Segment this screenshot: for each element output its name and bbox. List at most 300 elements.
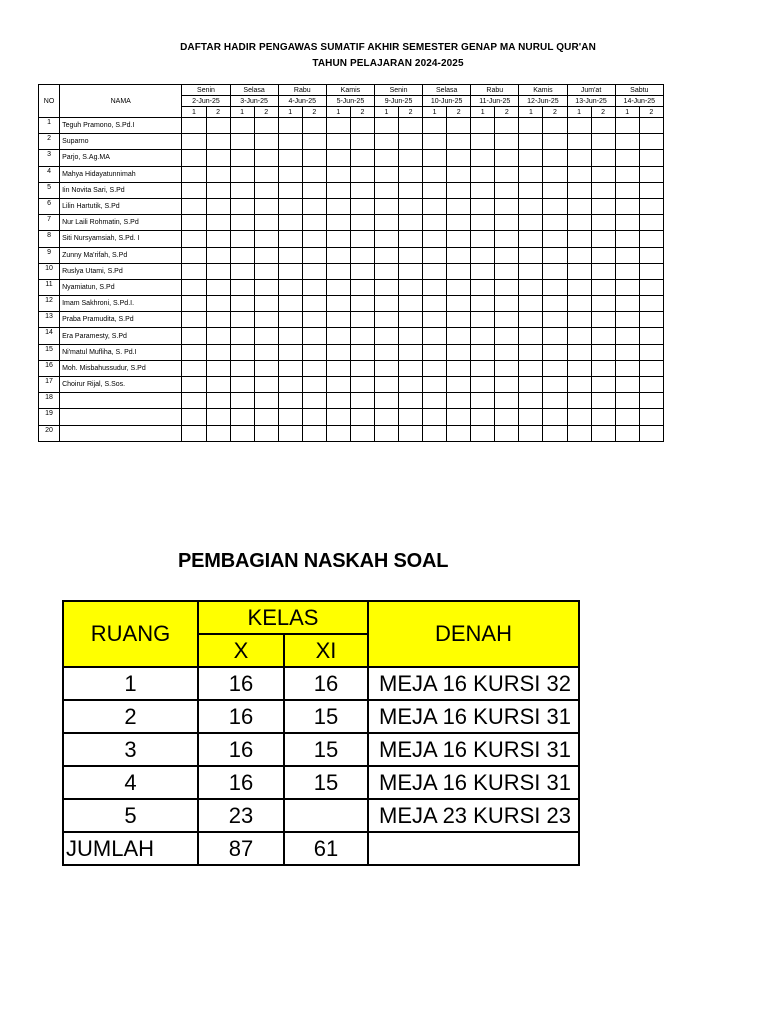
signature-cell xyxy=(206,393,230,409)
signature-cell xyxy=(230,279,254,295)
signature-cell xyxy=(615,328,639,344)
signature-cell xyxy=(326,409,350,425)
signature-cell xyxy=(254,182,278,198)
row-name: Parjo, S.Ag.MA xyxy=(60,150,182,166)
signature-cell xyxy=(230,182,254,198)
signature-cell xyxy=(615,296,639,312)
signature-cell xyxy=(495,409,519,425)
signature-cell xyxy=(519,344,543,360)
signature-cell xyxy=(350,360,374,376)
signature-cell xyxy=(399,182,423,198)
signature-cell xyxy=(206,198,230,214)
signature-cell xyxy=(326,118,350,134)
header-session: 2 xyxy=(206,107,230,118)
row-number: 1 xyxy=(39,118,60,134)
signature-cell xyxy=(471,409,495,425)
signature-cell xyxy=(254,344,278,360)
signature-cell xyxy=(182,182,206,198)
signature-cell xyxy=(447,377,471,393)
header-session: 2 xyxy=(591,107,615,118)
signature-cell xyxy=(471,263,495,279)
signature-cell xyxy=(254,296,278,312)
signature-cell xyxy=(639,312,663,328)
signature-cell xyxy=(543,409,567,425)
signature-cell xyxy=(447,231,471,247)
signature-cell xyxy=(519,393,543,409)
table-row xyxy=(39,198,664,214)
signature-cell xyxy=(519,231,543,247)
signature-cell xyxy=(278,150,302,166)
signature-cell xyxy=(326,231,350,247)
signature-cell xyxy=(495,198,519,214)
signature-cell xyxy=(447,118,471,134)
signature-cell xyxy=(278,182,302,198)
signature-cell xyxy=(254,279,278,295)
signature-cell xyxy=(495,231,519,247)
signature-cell xyxy=(615,182,639,198)
header-day: Sabtu xyxy=(615,85,663,96)
signature-cell xyxy=(615,393,639,409)
signature-cell xyxy=(543,134,567,150)
signature-cell xyxy=(182,231,206,247)
signature-cell xyxy=(399,377,423,393)
signature-cell xyxy=(302,344,326,360)
signature-cell xyxy=(519,263,543,279)
signature-cell xyxy=(278,312,302,328)
signature-cell xyxy=(495,328,519,344)
signature-cell xyxy=(447,215,471,231)
signature-cell xyxy=(591,279,615,295)
row-name xyxy=(60,409,182,425)
table-row xyxy=(39,134,664,150)
signature-cell xyxy=(567,360,591,376)
signature-cell xyxy=(182,198,206,214)
signature-cell xyxy=(591,312,615,328)
signature-cell xyxy=(591,393,615,409)
header-day: Senin xyxy=(374,85,422,96)
row-name: Nyamiatun, S.Pd xyxy=(60,279,182,295)
signature-cell xyxy=(326,279,350,295)
signature-cell xyxy=(567,279,591,295)
row-number: 18 xyxy=(39,393,60,409)
table-row xyxy=(39,263,664,279)
signature-cell xyxy=(543,247,567,263)
signature-cell xyxy=(615,215,639,231)
signature-cell xyxy=(278,198,302,214)
signature-cell xyxy=(206,344,230,360)
signature-cell xyxy=(399,215,423,231)
signature-cell xyxy=(206,231,230,247)
header-day: Senin xyxy=(182,85,230,96)
header-session: 1 xyxy=(567,107,591,118)
signature-cell xyxy=(206,182,230,198)
signature-cell xyxy=(230,328,254,344)
signature-cell xyxy=(302,166,326,182)
signature-cell xyxy=(230,312,254,328)
table-row xyxy=(63,700,579,733)
signature-cell xyxy=(230,247,254,263)
signature-cell xyxy=(543,425,567,441)
signature-cell xyxy=(543,166,567,182)
row-number: 16 xyxy=(39,360,60,376)
signature-cell xyxy=(302,247,326,263)
signature-cell xyxy=(278,344,302,360)
signature-cell xyxy=(567,263,591,279)
signature-cell xyxy=(326,182,350,198)
table-row xyxy=(39,296,664,312)
header-date: 13-Jun-25 xyxy=(567,96,615,107)
signature-cell xyxy=(567,134,591,150)
signature-cell xyxy=(543,118,567,134)
signature-cell xyxy=(615,150,639,166)
table-row xyxy=(39,215,664,231)
signature-cell xyxy=(326,198,350,214)
signature-cell xyxy=(230,344,254,360)
signature-cell xyxy=(447,312,471,328)
signature-cell xyxy=(519,296,543,312)
signature-cell xyxy=(302,425,326,441)
table-row xyxy=(39,344,664,360)
signature-cell xyxy=(423,279,447,295)
signature-cell xyxy=(374,377,398,393)
signature-cell xyxy=(326,247,350,263)
total-x-cell: 87 xyxy=(198,832,284,865)
attendance-table-body xyxy=(39,118,664,442)
signature-cell xyxy=(519,409,543,425)
signature-cell xyxy=(567,296,591,312)
signature-cell xyxy=(423,409,447,425)
header-day: Rabu xyxy=(278,85,326,96)
header-session: 1 xyxy=(326,107,350,118)
row-number: 11 xyxy=(39,279,60,295)
signature-cell xyxy=(182,377,206,393)
table-row xyxy=(39,409,664,425)
signature-cell xyxy=(278,118,302,134)
row-number: 6 xyxy=(39,198,60,214)
row-number: 10 xyxy=(39,263,60,279)
signature-cell xyxy=(447,247,471,263)
signature-cell xyxy=(615,263,639,279)
signature-cell xyxy=(471,393,495,409)
signature-cell xyxy=(423,360,447,376)
signature-cell xyxy=(543,279,567,295)
signature-cell xyxy=(230,263,254,279)
signature-cell xyxy=(399,409,423,425)
signature-cell xyxy=(519,360,543,376)
header-date: 9-Jun-25 xyxy=(374,96,422,107)
signature-cell xyxy=(350,279,374,295)
signature-cell xyxy=(591,328,615,344)
signature-cell xyxy=(278,377,302,393)
row-name: Imam Sakhroni, S.Pd.I. xyxy=(60,296,182,312)
header-day: Selasa xyxy=(423,85,471,96)
kelas-xi-cell: 15 xyxy=(284,766,368,799)
signature-cell xyxy=(639,166,663,182)
signature-cell xyxy=(350,409,374,425)
header-session: 2 xyxy=(350,107,374,118)
header-session: 2 xyxy=(495,107,519,118)
signature-cell xyxy=(182,134,206,150)
signature-cell xyxy=(399,344,423,360)
signature-cell xyxy=(278,215,302,231)
signature-cell xyxy=(326,312,350,328)
signature-cell xyxy=(182,328,206,344)
header-day: Kamis xyxy=(326,85,374,96)
signature-cell xyxy=(543,296,567,312)
signature-cell xyxy=(615,118,639,134)
signature-cell xyxy=(519,198,543,214)
header-session: 1 xyxy=(230,107,254,118)
signature-cell xyxy=(615,247,639,263)
signature-cell xyxy=(639,296,663,312)
signature-cell xyxy=(447,166,471,182)
signature-cell xyxy=(254,231,278,247)
signature-cell xyxy=(374,328,398,344)
signature-cell xyxy=(230,425,254,441)
signature-cell xyxy=(350,247,374,263)
signature-cell xyxy=(326,166,350,182)
signature-cell xyxy=(639,134,663,150)
signature-cell xyxy=(254,118,278,134)
signature-cell xyxy=(374,182,398,198)
total-xi-cell: 61 xyxy=(284,832,368,865)
signature-cell xyxy=(519,312,543,328)
signature-cell xyxy=(182,215,206,231)
signature-cell xyxy=(278,134,302,150)
signature-cell xyxy=(206,360,230,376)
signature-cell xyxy=(399,279,423,295)
signature-cell xyxy=(495,263,519,279)
header-day: Kamis xyxy=(519,85,567,96)
kelas-x-cell: 16 xyxy=(198,766,284,799)
table-row xyxy=(39,279,664,295)
header-session: 1 xyxy=(374,107,398,118)
signature-cell xyxy=(326,344,350,360)
table-row xyxy=(39,166,664,182)
signature-cell xyxy=(350,328,374,344)
signature-cell xyxy=(374,393,398,409)
signature-cell xyxy=(278,328,302,344)
header-kelas: KELAS xyxy=(198,601,368,634)
signature-cell xyxy=(519,328,543,344)
signature-cell xyxy=(350,425,374,441)
signature-cell xyxy=(399,231,423,247)
signature-cell xyxy=(519,377,543,393)
row-name: Moh. Misbahussudur, S.Pd xyxy=(60,360,182,376)
signature-cell xyxy=(350,198,374,214)
row-name: Era Paramesty, S.Pd xyxy=(60,328,182,344)
signature-cell xyxy=(447,344,471,360)
table-row xyxy=(39,360,664,376)
kelas-x-cell: 16 xyxy=(198,700,284,733)
ruang-cell: 2 xyxy=(63,700,198,733)
signature-cell xyxy=(471,118,495,134)
signature-cell xyxy=(350,377,374,393)
signature-cell xyxy=(399,425,423,441)
signature-cell xyxy=(278,393,302,409)
signature-cell xyxy=(567,393,591,409)
signature-cell xyxy=(495,182,519,198)
signature-cell xyxy=(591,425,615,441)
row-number: 13 xyxy=(39,312,60,328)
row-number: 4 xyxy=(39,166,60,182)
signature-cell xyxy=(302,263,326,279)
header-session: 2 xyxy=(543,107,567,118)
total-denah-cell xyxy=(368,832,579,865)
signature-cell xyxy=(567,312,591,328)
signature-cell xyxy=(495,118,519,134)
signature-cell xyxy=(182,360,206,376)
row-number: 9 xyxy=(39,247,60,263)
signature-cell xyxy=(639,409,663,425)
signature-cell xyxy=(206,425,230,441)
signature-cell xyxy=(567,150,591,166)
signature-cell xyxy=(519,150,543,166)
signature-cell xyxy=(206,409,230,425)
signature-cell xyxy=(591,150,615,166)
signature-cell xyxy=(399,263,423,279)
signature-cell xyxy=(350,393,374,409)
signature-cell xyxy=(471,166,495,182)
row-number: 2 xyxy=(39,134,60,150)
signature-cell xyxy=(302,328,326,344)
attendance-subtitle: TAHUN PELAJARAN 2024-2025 xyxy=(312,58,464,69)
signature-cell xyxy=(519,118,543,134)
signature-cell xyxy=(543,344,567,360)
signature-cell xyxy=(350,312,374,328)
signature-cell xyxy=(471,150,495,166)
table-row xyxy=(39,231,664,247)
signature-cell xyxy=(447,296,471,312)
row-name: Nur Laili Rohmatin, S.Pd xyxy=(60,215,182,231)
signature-cell xyxy=(543,198,567,214)
signature-cell xyxy=(374,150,398,166)
header-session: 2 xyxy=(639,107,663,118)
signature-cell xyxy=(423,134,447,150)
header-date: 4-Jun-25 xyxy=(278,96,326,107)
signature-cell xyxy=(423,247,447,263)
signature-cell xyxy=(399,118,423,134)
table-row xyxy=(63,733,579,766)
signature-cell xyxy=(447,360,471,376)
signature-cell xyxy=(639,263,663,279)
row-name: Ruslya Utami, S.Pd xyxy=(60,263,182,279)
signature-cell xyxy=(302,279,326,295)
header-date: 14-Jun-25 xyxy=(615,96,663,107)
signature-cell xyxy=(206,328,230,344)
row-name: Lilin Hartutik, S.Pd xyxy=(60,198,182,214)
signature-cell xyxy=(423,182,447,198)
signature-cell xyxy=(374,360,398,376)
signature-cell xyxy=(350,231,374,247)
signature-cell xyxy=(471,328,495,344)
signature-cell xyxy=(447,263,471,279)
signature-cell xyxy=(399,134,423,150)
header-day: Jum'at xyxy=(567,85,615,96)
signature-cell xyxy=(639,118,663,134)
table-row xyxy=(39,150,664,166)
signature-cell xyxy=(567,425,591,441)
signature-cell xyxy=(326,263,350,279)
attendance-title: DAFTAR HADIR PENGAWAS SUMATIF AKHIR SEMESTER GENAP MA NURUL QUR'AN xyxy=(180,42,596,53)
signature-cell xyxy=(374,344,398,360)
denah-cell: MEJA 16 KURSI 31 xyxy=(368,733,579,766)
signature-cell xyxy=(302,134,326,150)
signature-cell xyxy=(447,182,471,198)
signature-cell xyxy=(495,134,519,150)
signature-cell xyxy=(399,312,423,328)
signature-cell xyxy=(350,166,374,182)
header-denah: DENAH xyxy=(368,601,579,667)
signature-cell xyxy=(615,312,639,328)
signature-cell xyxy=(495,215,519,231)
table-row xyxy=(39,247,664,263)
signature-cell xyxy=(639,150,663,166)
header-day: Selasa xyxy=(230,85,278,96)
denah-cell: MEJA 16 KURSI 32 xyxy=(368,667,579,700)
signature-cell xyxy=(423,198,447,214)
signature-cell xyxy=(374,409,398,425)
header-nama: NAMA xyxy=(60,85,182,118)
table-row xyxy=(63,799,579,832)
signature-cell xyxy=(254,166,278,182)
signature-cell xyxy=(543,215,567,231)
signature-cell xyxy=(591,377,615,393)
signature-cell xyxy=(206,279,230,295)
signature-cell xyxy=(182,166,206,182)
signature-cell xyxy=(447,198,471,214)
signature-cell xyxy=(567,344,591,360)
signature-cell xyxy=(254,328,278,344)
signature-cell xyxy=(615,344,639,360)
signature-cell xyxy=(302,377,326,393)
signature-cell xyxy=(374,247,398,263)
header-date: 5-Jun-25 xyxy=(326,96,374,107)
signature-cell xyxy=(567,328,591,344)
header-session: 1 xyxy=(615,107,639,118)
naskah-table-header xyxy=(63,601,579,667)
attendance-table xyxy=(38,84,664,442)
signature-cell xyxy=(639,198,663,214)
header-date: 12-Jun-25 xyxy=(519,96,567,107)
signature-cell xyxy=(567,166,591,182)
signature-cell xyxy=(591,198,615,214)
header-session: 1 xyxy=(423,107,447,118)
signature-cell xyxy=(615,377,639,393)
signature-cell xyxy=(639,344,663,360)
kelas-xi-cell: 15 xyxy=(284,700,368,733)
signature-cell xyxy=(326,377,350,393)
total-label: JUMLAH xyxy=(63,832,198,865)
signature-cell xyxy=(447,425,471,441)
signature-cell xyxy=(230,409,254,425)
signature-cell xyxy=(278,409,302,425)
attendance-table-header xyxy=(39,85,664,118)
kelas-x-cell: 16 xyxy=(198,667,284,700)
header-session: 2 xyxy=(302,107,326,118)
signature-cell xyxy=(639,328,663,344)
header-session: 1 xyxy=(278,107,302,118)
signature-cell xyxy=(374,231,398,247)
row-name: Suparno xyxy=(60,134,182,150)
header-session: 1 xyxy=(519,107,543,118)
signature-cell xyxy=(615,134,639,150)
signature-cell xyxy=(326,425,350,441)
signature-cell xyxy=(254,393,278,409)
signature-cell xyxy=(615,166,639,182)
signature-cell xyxy=(278,279,302,295)
denah-cell: MEJA 16 KURSI 31 xyxy=(368,700,579,733)
